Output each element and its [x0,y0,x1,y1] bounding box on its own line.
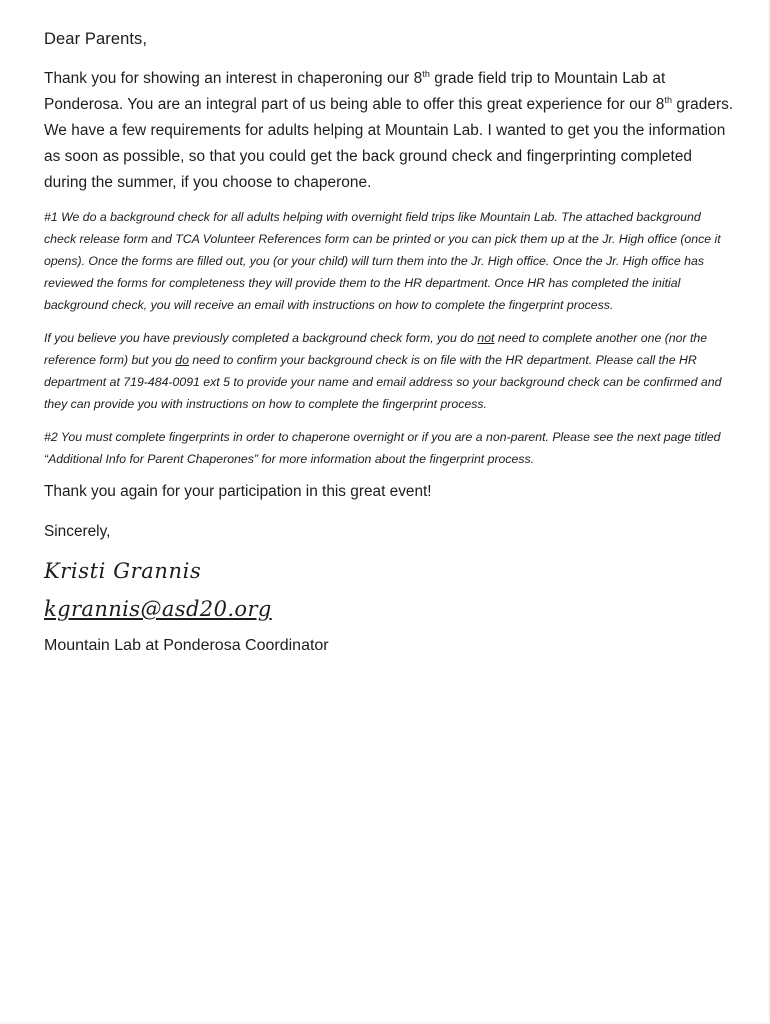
letter-body [44,30,734,655]
closing: Sincerely, [44,523,111,540]
previous-check-note [44,327,734,415]
emphasis-not: not [477,331,495,345]
signature-email-link[interactable]: kgrannis@asd20.org [44,597,272,621]
thank-you-line: Thank you again for your participation in this great event! [44,483,432,500]
ordinal-suffix-2: th [664,94,673,105]
previous-check-text-1: If you believe you have previously completed a background check form, you do [44,331,478,345]
intro-text-3: graders. We have a few requirements for adults helping at Mountain Lab. I wanted to get you the information as soon as possible, so that you could get the back ground check and fingerprinting completed during the summer, if you choose to chaperone. [44,96,734,191]
intro-paragraph [44,66,734,196]
emphasis-do: do [175,353,189,367]
background-check-note: #1 We do a background check for all adults helping with overnight field trips like Mountain Lab. The attached background check release form and TCA Volunteer References form can be printed or you can pick them up at the Jr. High office (once it opens). Once the forms are filled out, you (or your child) will turn them into the Jr. High office. Once the Jr. High office has reviewed the forms for completeness they will provide them to the HR department. Once HR has completed the initial background check, you will receive an email with instructions on how to complete the fingerprint process. [44,210,721,312]
intro-text-2: grade field trip to Mountain Lab at Ponderosa. You are an integral part of us being able to offer this great experience for our 8 [44,70,666,113]
intro-text-1: Thank you for showing an interest in chaperoning our 8 [44,70,423,87]
previous-check-text-2: need to complete another one (nor the reference form) but you [44,331,708,367]
previous-check-text-3: need to confirm your background check is on file with the HR department. Please call the HR department at 719-484-0091 ext 5 to provide your name and email address so your background check can be confirmed and they can provide you with instructions on how to complete the fingerprint process. [44,353,722,411]
greeting: Dear Parents, [44,30,148,48]
ordinal-suffix-1: th [422,68,430,79]
signature-role: Mountain Lab at Ponderosa Coordinator [44,637,329,654]
signature-name: Kristi Grannis [44,559,202,583]
fingerprint-note: #2 You must complete fingerprints in order to chaperone overnight or if you are a non-parent. Please see the next page titled “Additional Info for Parent Chaperones” for more information about the fingerprint process. [44,430,721,466]
